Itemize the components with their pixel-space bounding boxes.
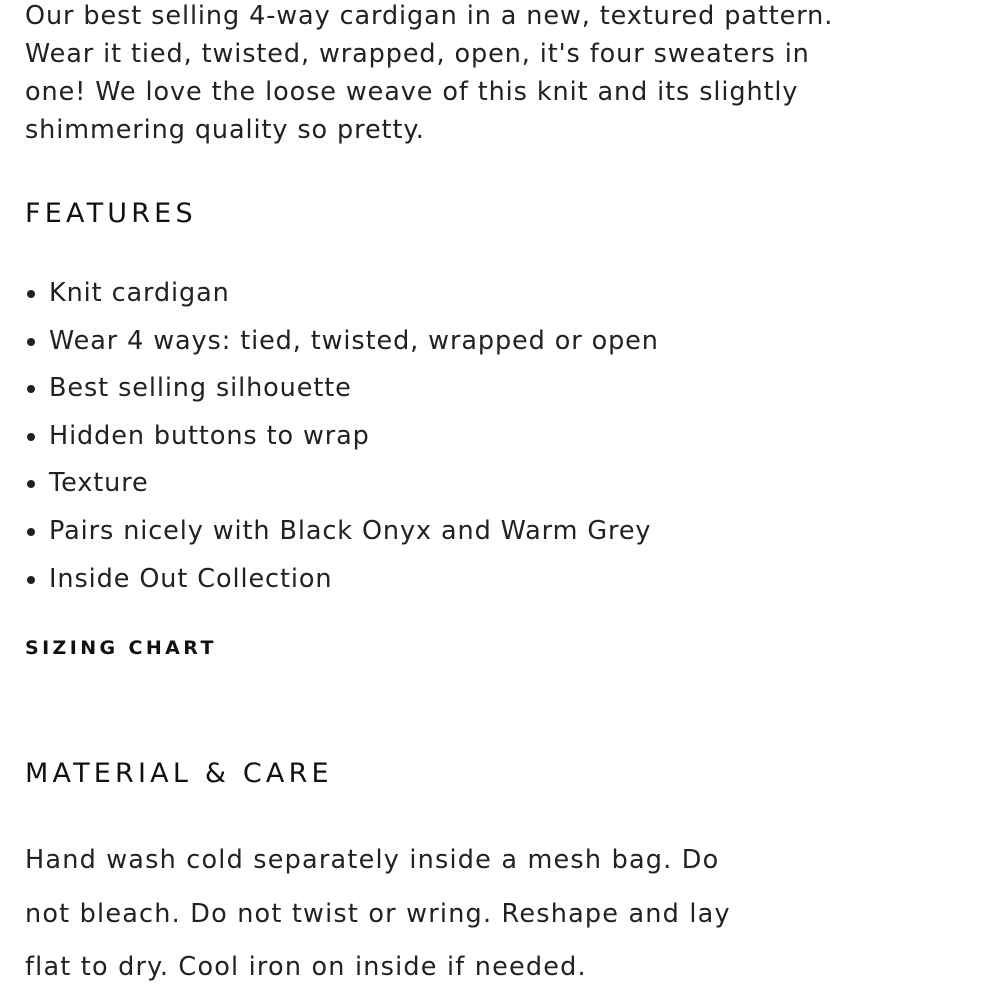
- feature-label: Hidden buttons to wrap: [49, 420, 370, 451]
- list-item: [25, 560, 659, 608]
- feature-label: Inside Out Collection: [49, 563, 333, 594]
- bullet-icon: [27, 480, 35, 488]
- feature-label: Wear 4 ways: tied, twisted, wrapped or open: [49, 325, 659, 356]
- bullet-icon: [27, 338, 35, 346]
- list-item: [25, 417, 659, 465]
- bullet-icon: [27, 290, 35, 298]
- sizing-chart-link[interactable]: SIZING CHART: [25, 637, 217, 659]
- list-item: [25, 322, 659, 370]
- list-item: [25, 274, 659, 322]
- list-item: [25, 369, 659, 417]
- features-list: [25, 274, 659, 607]
- list-item: [25, 512, 659, 560]
- bullet-icon: [27, 576, 35, 584]
- bullet-icon: [27, 385, 35, 393]
- product-description: Our best selling 4-way cardigan in a new, textured pattern. Wear it tied, twisted, wrapped, open, it's four sweaters in one! We love the loose weave of this knit and its slightly shimmering quality so pretty.: [25, 1, 834, 145]
- feature-label: Texture: [49, 468, 149, 499]
- list-item: [25, 464, 659, 512]
- features-heading: FEATURES: [25, 198, 197, 229]
- feature-label: Knit cardigan: [49, 278, 230, 308]
- bullet-icon: [27, 433, 35, 441]
- material-care-heading: MATERIAL & CARE: [25, 758, 333, 789]
- bullet-icon: [27, 528, 35, 536]
- feature-label: Pairs nicely with Black Onyx and Warm Grey: [49, 515, 652, 546]
- care-instructions: Hand wash cold separately inside a mesh bag. Do not bleach. Do not twist or wring. Reshape and lay flat to dry. Cool iron on inside if needed.: [25, 845, 731, 982]
- feature-label: Best selling silhouette: [49, 373, 352, 404]
